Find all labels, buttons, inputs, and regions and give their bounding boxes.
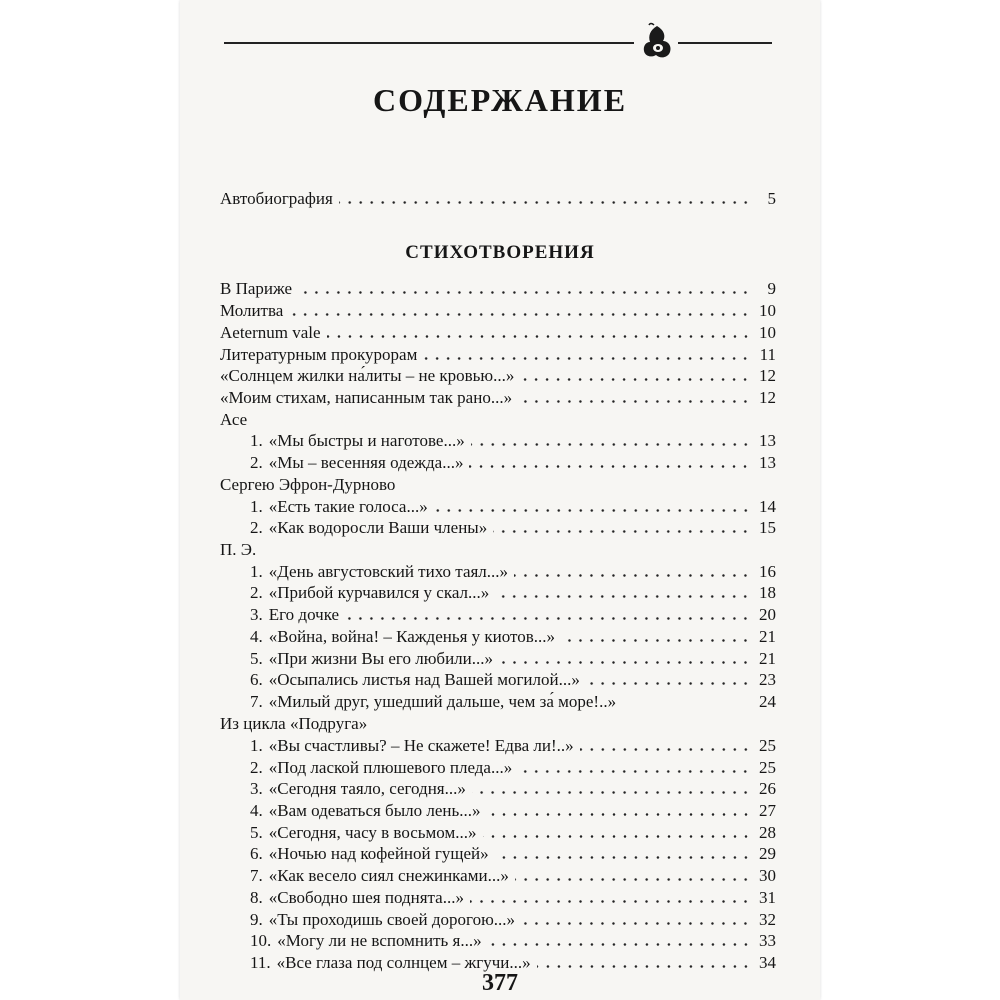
- toc-entry-page-number: 18: [759, 583, 776, 602]
- toc-entry-label: [220, 539, 260, 561]
- toc-entry-page-number: 12: [759, 388, 776, 407]
- toc-entry-number: 4.: [250, 801, 263, 820]
- toc-entry-title: «Есть такие голоса...»: [268, 497, 428, 516]
- section-title: СТИХОТВОРЕНИЯ: [405, 242, 595, 263]
- toc-entry-label: [250, 952, 535, 974]
- page-number: 377: [482, 970, 518, 996]
- toc-entry-title: Асе: [220, 410, 248, 429]
- toc-entry: [220, 409, 776, 431]
- dot-leader: [339, 201, 751, 204]
- toc-entry-number: 1.: [250, 562, 263, 581]
- dot-leader: [298, 291, 751, 294]
- dot-leader: [289, 313, 751, 316]
- toc-entry-title: Молитва: [220, 301, 284, 320]
- dot-leader: [495, 595, 751, 598]
- toc-entry-number: 6.: [250, 844, 263, 863]
- toc-entry: [250, 930, 776, 952]
- toc-entry-title: «Могу ли не вспомнить я...»: [277, 931, 482, 950]
- toc-entry: [250, 582, 776, 604]
- toc-entry-page-number: 21: [759, 649, 776, 668]
- toc-entry-number: 7.: [250, 866, 263, 885]
- toc-entry-page-number: 29: [759, 844, 776, 863]
- toc-entry-number: 5.: [250, 649, 263, 668]
- toc-entry-number: 2.: [250, 518, 263, 537]
- toc-entry: [220, 322, 776, 344]
- toc-entry-title: «Вам одеваться было лень...»: [268, 801, 481, 820]
- toc-entry-number: 6.: [250, 670, 263, 689]
- dot-leader: [537, 965, 751, 968]
- toc-entry: [250, 430, 776, 452]
- toc-entry-label: [220, 300, 287, 322]
- toc-entry-label: [220, 344, 421, 366]
- toc-entry-number: 1.: [250, 431, 263, 450]
- toc-entry: [250, 561, 776, 583]
- toc-entry: [250, 887, 776, 909]
- toc-entry: [220, 344, 776, 366]
- toc-entry-title: «Мы – весенняя одежда...»: [268, 453, 464, 472]
- toc-entry-label: [250, 865, 513, 887]
- toc-entry-title: Автобиография: [220, 189, 333, 208]
- toc-entry-label: [220, 188, 337, 210]
- toc-entry-page-number: 5: [767, 189, 776, 208]
- toc-entry-number: 10.: [250, 931, 272, 950]
- dot-leader: [493, 530, 751, 533]
- toc-entry: [250, 735, 776, 757]
- header-rule-left: [224, 42, 634, 44]
- dot-leader: [495, 856, 751, 859]
- toc-entry-number: 1.: [250, 497, 263, 516]
- toc-entry: [250, 452, 776, 474]
- dot-leader: [471, 443, 751, 446]
- toc-entry: [220, 278, 776, 300]
- dot-leader: [561, 639, 751, 642]
- toc-entry: [250, 496, 776, 518]
- dot-leader: [472, 791, 751, 794]
- toc-entry: [250, 865, 776, 887]
- toc-entry-label: [220, 387, 516, 409]
- toc-entry-title: «Как водоросли Ваши члены»: [268, 518, 488, 537]
- toc-entry-number: 2.: [250, 758, 263, 777]
- dot-leader: [586, 682, 751, 685]
- toc-entry: [220, 365, 776, 387]
- toc-entry-page-number: 25: [759, 736, 776, 755]
- dot-leader: [470, 900, 751, 903]
- toc-entry-title: «Сегодня таяло, сегодня...»: [268, 779, 466, 798]
- toc-entry-title: «Под лаской плюшевого пледа...»: [268, 758, 513, 777]
- toc-entry-page-number: 33: [759, 931, 776, 950]
- toc-entry-title: «День августовский тихо таял...»: [268, 562, 509, 581]
- toc-entry-title: «Ночью над кофейной гущей»: [268, 844, 489, 863]
- toc-entry-page-number: 23: [759, 670, 776, 689]
- toc-entry-page-number: 31: [759, 888, 776, 907]
- toc-entry-page-number: 26: [759, 779, 776, 798]
- toc-entry: [250, 800, 776, 822]
- toc-entry: [220, 539, 776, 561]
- toc-entry: [250, 757, 776, 779]
- toc-entry: [250, 669, 776, 691]
- toc-entry: [250, 691, 776, 713]
- toc-entry-label: [250, 822, 481, 844]
- toc-entry-title: «Мы быстры и наготове...»: [268, 431, 465, 450]
- toc-entry-label: [250, 626, 559, 648]
- dot-leader: [434, 509, 751, 512]
- dot-leader: [499, 661, 751, 664]
- toc-entry-label: [250, 735, 578, 757]
- dot-leader: [469, 465, 751, 468]
- toc-entry-page-number: 27: [759, 801, 776, 820]
- dot-leader: [423, 357, 751, 360]
- toc-entry-number: 5.: [250, 823, 263, 842]
- toc-entry-number: 3.: [250, 605, 263, 624]
- toc-entry-page-number: 34: [759, 953, 776, 972]
- toc-entry-title: «Прибой курчавился у скал...»: [268, 583, 490, 602]
- toc-entry-title: Aeternum vale: [220, 323, 321, 342]
- toc-entry-label: [220, 713, 371, 735]
- toc-entry-title: Из цикла «Подруга»: [220, 714, 368, 733]
- toc-entry-label: [220, 322, 325, 344]
- toc-entry-page-number: 32: [759, 910, 776, 929]
- toc-entry-title: «Солнцем жилки на́литы – не кровью...»: [220, 366, 515, 385]
- dot-leader: [327, 335, 751, 338]
- toc-entry-title: «Ты проходишь своей дорогою...»: [268, 910, 516, 929]
- toc-entry-title: Литературным прокурорам: [220, 345, 418, 364]
- toc-entry-page-number: 28: [759, 823, 776, 842]
- toc-entry-page-number: 21: [759, 627, 776, 646]
- toc-entry: [250, 648, 776, 670]
- toc-entry: [250, 843, 776, 865]
- toc-entry-title: «Осыпались листья над Вашей могилой...»: [268, 670, 580, 689]
- toc-entry-label: [250, 800, 485, 822]
- toc-entry-page-number: 16: [759, 562, 776, 581]
- toc-entry-number: 2.: [250, 453, 263, 472]
- toc-entry-title: «Война, война! – Кажденья у киотов...»: [268, 627, 556, 646]
- toc-entry: [250, 626, 776, 648]
- header-rule-right: [678, 42, 772, 44]
- toc-entry-label: [250, 496, 432, 518]
- toc-entry-label: [220, 365, 518, 387]
- toc-entry-number: 8.: [250, 888, 263, 907]
- toc-entry-label: [220, 409, 251, 431]
- toc-entry-label: [250, 669, 584, 691]
- toc-entry-title: П. Э.: [220, 540, 257, 559]
- dot-leader: [488, 943, 751, 946]
- toc-entry-title: «Моим стихам, написанным так рано...»: [220, 388, 513, 407]
- toc-entry-title: «Все глаза под солнцем – жгучи...»: [276, 953, 531, 972]
- toc-entry-number: 2.: [250, 583, 263, 602]
- toc-entry-title: «Как весело сиял снежинками...»: [268, 866, 509, 885]
- dot-leader: [515, 878, 751, 881]
- toc-entry-label: [250, 930, 486, 952]
- dot-leader: [622, 704, 751, 707]
- dot-leader: [521, 922, 751, 925]
- toc-entry-label: [250, 430, 469, 452]
- toc-entry-page-number: 12: [759, 366, 776, 385]
- toc-entry: [250, 604, 776, 626]
- toc-entry-label: [220, 278, 296, 300]
- toc-entry-page-number: 20: [759, 605, 776, 624]
- toc-entry-page-number: 13: [759, 453, 776, 472]
- toc-entry-label: [250, 604, 343, 626]
- toc-entry-page-number: 14: [759, 497, 776, 516]
- toc-entry-number: 4.: [250, 627, 263, 646]
- toc-entry-label: [250, 757, 516, 779]
- toc-entry-page-number: 13: [759, 431, 776, 450]
- toc-entry-title: В Париже: [220, 279, 293, 298]
- toc-entry: [250, 822, 776, 844]
- toc-entry-page-number: 10: [759, 323, 776, 342]
- toc-entry: [220, 713, 776, 735]
- dot-leader: [520, 378, 751, 381]
- toc-entry-title: «Милый друг, ушедший дальше, чем за́ море!..»: [268, 692, 617, 711]
- toc-entry-label: [250, 561, 512, 583]
- toc-entry-title: «Вы счастливы? – Не скажете! Едва ли!..»: [268, 736, 574, 755]
- toc-entry: [220, 188, 776, 210]
- toc-entry: [250, 952, 776, 974]
- dot-leader: [580, 748, 751, 751]
- toc-entry-page-number: 10: [759, 301, 776, 320]
- toc-entry: [250, 909, 776, 931]
- toc-entry-title: «Сегодня, часу в восьмом...»: [268, 823, 477, 842]
- toc-entry-label: [250, 517, 491, 539]
- toc-entry-number: 9.: [250, 910, 263, 929]
- ornament-icon: [638, 22, 676, 62]
- toc-entry-label: [250, 452, 467, 474]
- toc-entry-label: [250, 778, 470, 800]
- toc-entry: [220, 474, 776, 496]
- toc-entry: [220, 300, 776, 322]
- toc-entry-page-number: 15: [759, 518, 776, 537]
- dot-leader: [518, 400, 751, 403]
- toc-entry-label: [250, 582, 493, 604]
- toc-entry-title: «Свободно шея поднята...»: [268, 888, 464, 907]
- toc-entry-page-number: 9: [767, 279, 776, 298]
- dot-leader: [487, 813, 752, 816]
- page-title: СОДЕРЖАНИЕ: [372, 82, 628, 118]
- toc-entry-page-number: 11: [759, 345, 776, 364]
- toc-entry: [250, 517, 776, 539]
- toc-entry-number: 3.: [250, 779, 263, 798]
- toc-entry-label: [250, 648, 497, 670]
- book-page: [180, 0, 820, 1000]
- toc-entry-label: [250, 843, 493, 865]
- dot-leader: [518, 770, 751, 773]
- toc-entry-page-number: 30: [759, 866, 776, 885]
- toc-entry-page-number: 25: [759, 758, 776, 777]
- toc-entry-number: 1.: [250, 736, 263, 755]
- dot-leader: [483, 835, 752, 838]
- toc-entry-title: Его дочке: [268, 605, 340, 624]
- toc-entry: [250, 778, 776, 800]
- toc-entry-page-number: 24: [759, 692, 776, 711]
- toc-entry-number: 7.: [250, 692, 263, 711]
- toc-entry-title: Сергею Эфрон-Дурново: [220, 475, 396, 494]
- dot-leader: [345, 617, 751, 620]
- toc-entry: [220, 387, 776, 409]
- toc-entry-number: 11.: [250, 953, 271, 972]
- toc-entry-label: [220, 474, 399, 496]
- toc-entry-title: «При жизни Вы его любили...»: [268, 649, 493, 668]
- toc-entry-label: [250, 887, 468, 909]
- toc-entry-label: [250, 691, 620, 713]
- dot-leader: [514, 574, 751, 577]
- toc-entry-label: [250, 909, 519, 931]
